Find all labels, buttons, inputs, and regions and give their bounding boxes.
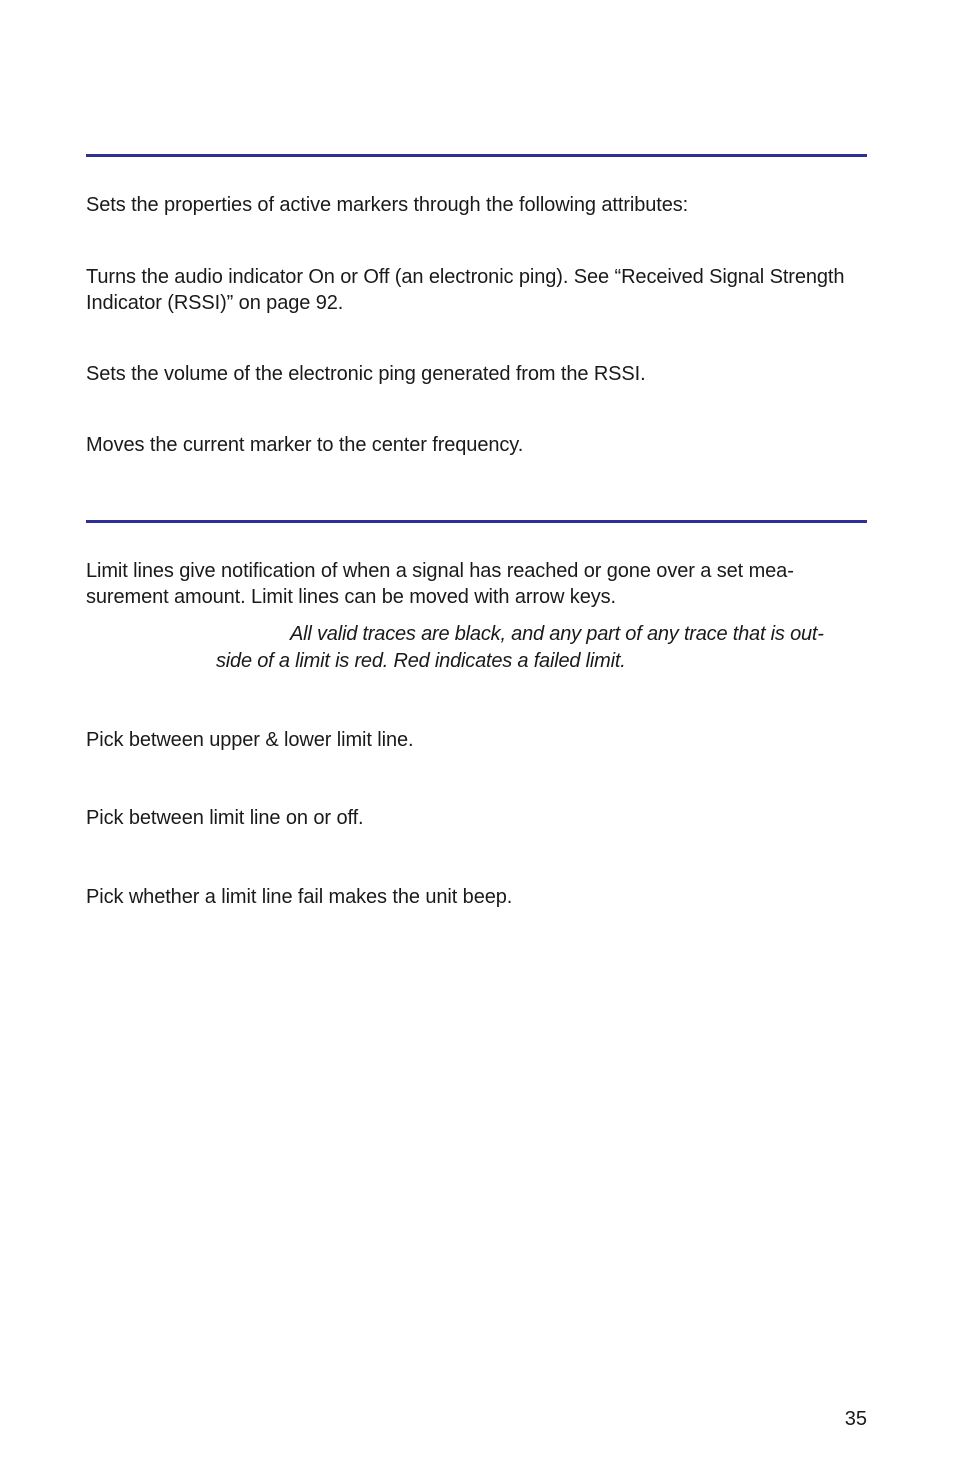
- marker-to-center-description: Moves the current marker to the center frequency.: [86, 434, 524, 456]
- limit-type-description: Pick between upper & lower limit line.: [86, 729, 414, 751]
- section-rule-limit-lines: [86, 520, 867, 523]
- section-rule-markers: [86, 154, 867, 157]
- limit-beep-description: Pick whether a limit line fail makes the unit beep.: [86, 886, 513, 908]
- page-number: 35: [844, 1408, 867, 1430]
- audio-indicator-description: Turns the audio indicator On or Off (an electronic ping). See “Received Signal Strength Indicator (RSSI)” on page 92.: [86, 266, 845, 314]
- note-line-1: All valid traces are black, and any part of any trace that is out-: [290, 623, 824, 645]
- ping-volume-description: Sets the volume of the electronic ping generated from the RSSI.: [86, 363, 646, 385]
- limit-state-description: Pick between limit line on or off.: [86, 807, 364, 829]
- note-line-2: side of a limit is red. Red indicates a failed limit.: [216, 650, 626, 672]
- markers-description: Sets the properties of active markers through the following attributes:: [86, 194, 689, 216]
- limit-lines-intro: Limit lines give notification of when a signal has reached or gone over a set mea-surement amount. Limit lines can be moved with arrow keys.: [86, 560, 794, 608]
- limit-lines-note: [216, 621, 867, 675]
